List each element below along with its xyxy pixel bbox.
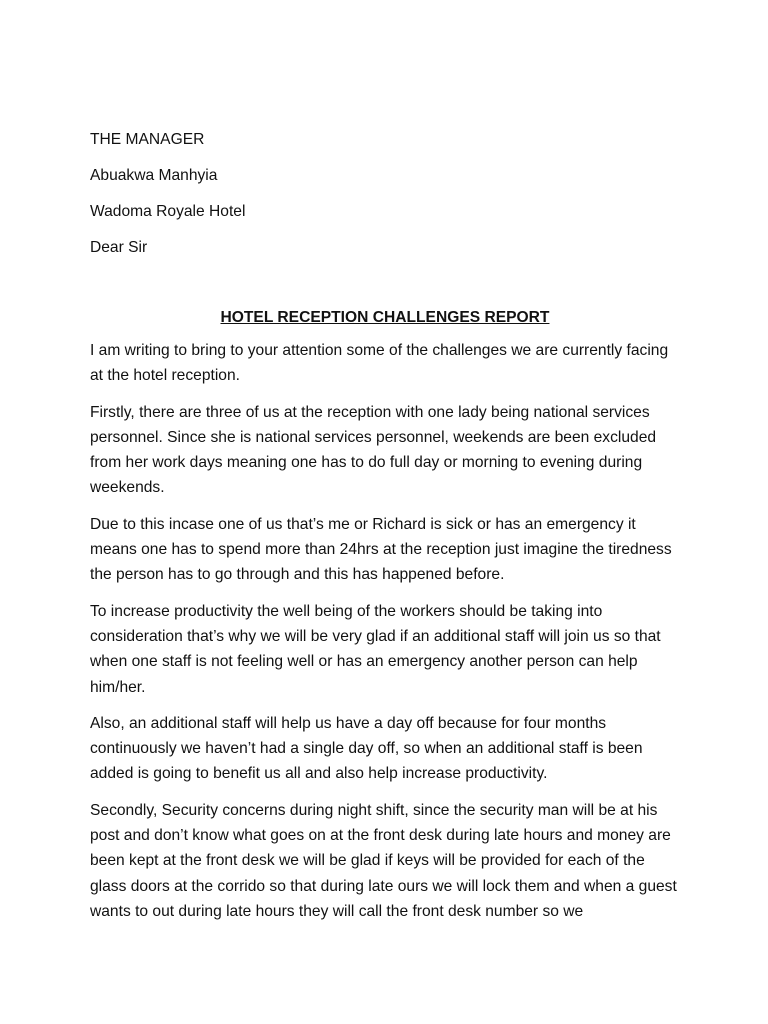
recipient-title: THE MANAGER bbox=[90, 131, 205, 148]
recipient-address-line-2: Wadoma Royale Hotel bbox=[90, 203, 246, 220]
body-paragraph-emergency: Due to this incase one of us that’s me or Richard is sick or has an emergency it means one has to spend more than 24hrs at the reception just imagine the tiredness the person has to go through and this has happened before. bbox=[90, 515, 672, 584]
report-title: HOTEL RECEPTION CHALLENGES REPORT bbox=[220, 309, 550, 326]
body-paragraph-staffing: Firstly, there are three of us at the reception with one lady being national services personnel. Since she is national services personnel, weekends are been excluded from her work days meaning one has to do full day or morning to evening during weekends. bbox=[90, 403, 657, 497]
body-paragraph-productivity: To increase productivity the well being of the workers should be taking into consideration that’s why we will be very glad if an additional staff will join us so that when one staff is not feeling well or has an emergency another person can help him/her. bbox=[90, 602, 661, 696]
body-paragraph-intro: I am writing to bring to your attention some of the challenges we are currently facing at the hotel reception. bbox=[90, 342, 669, 385]
letter-document bbox=[90, 128, 680, 935]
body-paragraph-day-off: Also, an additional staff will help us have a day off because for four months continuously we haven’t had a single day off, so when an additional staff is been added is going to benefit us all and also help increase productivity. bbox=[90, 714, 643, 783]
salutation: Dear Sir bbox=[90, 239, 148, 256]
body-paragraph-security: Secondly, Security concerns during night shift, since the security man will be at his post and don’t know what goes on at the front desk during late hours and money are been kept at the front desk we will be glad if keys will be provided for each of the glass doors at the corrido so that during late ours we will lock them and when a guest wants to out during late hours they will call the front desk number so we bbox=[90, 801, 677, 920]
recipient-address-line-1: Abuakwa Manhyia bbox=[90, 167, 218, 184]
